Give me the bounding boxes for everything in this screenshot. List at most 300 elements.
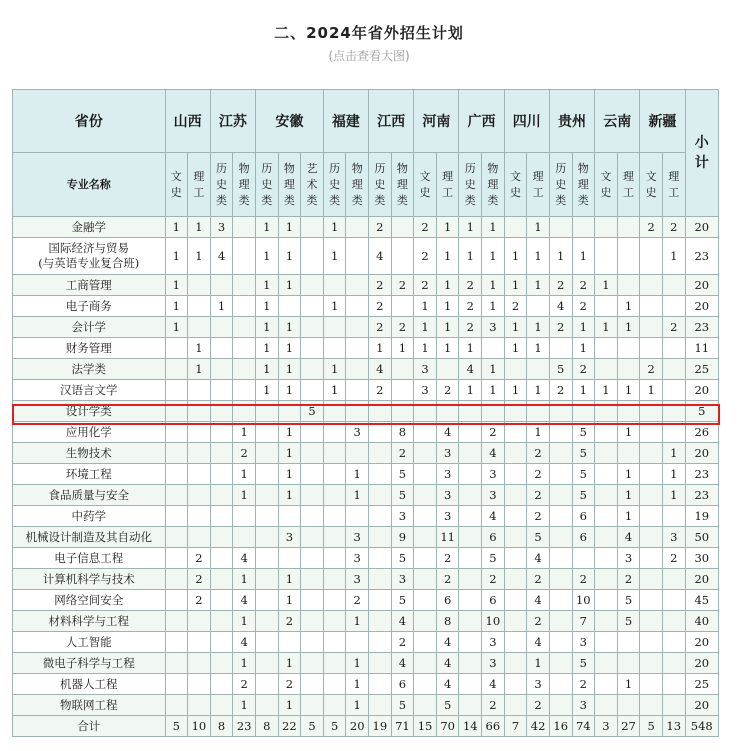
quota-cell: 5 — [572, 464, 595, 485]
quota-cell — [414, 590, 437, 611]
table-row — [13, 401, 719, 422]
quota-cell: 2 — [369, 380, 392, 401]
table-row — [13, 443, 719, 464]
quota-cell: 1 — [459, 380, 482, 401]
quota-cell — [504, 653, 527, 674]
major-name: 设计学类 — [13, 401, 166, 422]
quota-cell — [459, 422, 482, 443]
row-total: 30 — [685, 548, 718, 569]
quota-cell — [617, 359, 640, 380]
quota-cell — [165, 506, 188, 527]
quota-cell — [301, 443, 324, 464]
quota-cell — [662, 338, 685, 359]
quota-cell: 2 — [549, 275, 572, 296]
quota-cell: 2 — [414, 217, 437, 238]
quota-cell — [595, 422, 618, 443]
quota-cell — [617, 632, 640, 653]
quota-cell — [640, 464, 663, 485]
quota-cell: 1 — [369, 338, 392, 359]
quota-cell: 1 — [482, 380, 505, 401]
quota-cell: 1 — [527, 275, 550, 296]
quota-cell — [662, 569, 685, 590]
quota-cell — [504, 611, 527, 632]
quota-cell — [255, 401, 278, 422]
quota-cell — [595, 443, 618, 464]
quota-cell — [527, 296, 550, 317]
quota-cell — [391, 359, 414, 380]
quota-cell: 1 — [188, 217, 211, 238]
row-total: 5 — [685, 401, 718, 422]
row-total: 26 — [685, 422, 718, 443]
quota-cell — [549, 695, 572, 716]
quota-cell: 1 — [278, 569, 301, 590]
quota-cell — [165, 464, 188, 485]
quota-cell — [549, 506, 572, 527]
quota-cell — [188, 485, 211, 506]
quota-cell: 1 — [346, 674, 369, 695]
quota-cell: 2 — [527, 506, 550, 527]
table-row — [13, 422, 719, 443]
quota-cell: 1 — [278, 422, 301, 443]
quota-cell — [662, 632, 685, 653]
quota-cell: 1 — [323, 238, 346, 275]
quota-cell: 1 — [595, 275, 618, 296]
province-header: 四川 — [504, 90, 549, 153]
quota-cell: 4 — [369, 238, 392, 275]
quota-cell — [323, 653, 346, 674]
table-row — [13, 238, 719, 275]
quota-cell — [323, 485, 346, 506]
quota-cell: 1 — [595, 317, 618, 338]
quota-cell: 3 — [482, 485, 505, 506]
quota-cell — [255, 611, 278, 632]
quota-cell — [301, 359, 324, 380]
quota-cell: 1 — [414, 317, 437, 338]
quota-cell — [188, 611, 211, 632]
quota-cell: 4 — [233, 548, 256, 569]
quota-cell — [549, 632, 572, 653]
quota-cell — [662, 653, 685, 674]
quota-cell: 5 — [572, 653, 595, 674]
quota-cell — [301, 548, 324, 569]
quota-cell — [233, 338, 256, 359]
quota-cell — [527, 401, 550, 422]
quota-cell: 6 — [482, 590, 505, 611]
quota-cell: 2 — [391, 317, 414, 338]
province-header: 广西 — [459, 90, 504, 153]
major-name: 电子信息工程 — [13, 548, 166, 569]
quota-cell — [504, 401, 527, 422]
quota-cell: 3 — [527, 674, 550, 695]
quota-cell: 5 — [640, 716, 663, 737]
quota-cell: 2 — [459, 296, 482, 317]
quota-cell: 2 — [527, 569, 550, 590]
table-row — [13, 611, 719, 632]
table-row — [13, 217, 719, 238]
quota-cell — [255, 464, 278, 485]
quota-cell — [640, 695, 663, 716]
quota-cell: 2 — [278, 674, 301, 695]
quota-cell: 1 — [323, 359, 346, 380]
quota-cell — [640, 506, 663, 527]
quota-cell — [459, 527, 482, 548]
major-name: 法学类 — [13, 359, 166, 380]
quota-cell — [278, 632, 301, 653]
quota-cell — [414, 653, 437, 674]
subject-header: 历史类 — [549, 153, 572, 217]
quota-cell — [662, 611, 685, 632]
subject-header: 理工 — [617, 153, 640, 217]
quota-cell: 5 — [549, 359, 572, 380]
subject-header: 物理类 — [391, 153, 414, 217]
quota-cell: 1 — [255, 359, 278, 380]
quota-cell — [436, 359, 459, 380]
quota-cell — [504, 464, 527, 485]
quota-cell — [640, 632, 663, 653]
quota-cell: 1 — [323, 380, 346, 401]
quota-cell — [188, 380, 211, 401]
quota-cell — [165, 569, 188, 590]
quota-cell: 1 — [527, 238, 550, 275]
quota-cell: 1 — [165, 296, 188, 317]
quota-cell — [165, 653, 188, 674]
quota-cell: 4 — [391, 611, 414, 632]
quota-cell — [414, 611, 437, 632]
quota-cell: 2 — [233, 443, 256, 464]
quota-cell: 4 — [436, 674, 459, 695]
quota-cell — [255, 485, 278, 506]
quota-cell — [188, 695, 211, 716]
table-row — [13, 275, 719, 296]
quota-cell — [301, 506, 324, 527]
quota-cell — [595, 464, 618, 485]
quota-cell: 2 — [572, 674, 595, 695]
quota-cell — [504, 422, 527, 443]
quota-cell: 1 — [233, 569, 256, 590]
quota-cell: 1 — [188, 359, 211, 380]
quota-cell — [255, 506, 278, 527]
quota-cell — [459, 464, 482, 485]
quota-cell — [595, 485, 618, 506]
quota-cell — [640, 443, 663, 464]
quota-cell — [323, 422, 346, 443]
major-name: 金融学 — [13, 217, 166, 238]
quota-cell — [640, 674, 663, 695]
row-total: 20 — [685, 380, 718, 401]
quota-cell: 8 — [436, 611, 459, 632]
quota-cell: 1 — [323, 217, 346, 238]
subject-header: 理工 — [188, 153, 211, 217]
table-row — [13, 569, 719, 590]
quota-cell — [346, 317, 369, 338]
quota-cell — [346, 217, 369, 238]
quota-cell: 4 — [482, 674, 505, 695]
quota-cell — [369, 443, 392, 464]
quota-cell — [504, 548, 527, 569]
province-header: 安徽 — [255, 90, 323, 153]
quota-cell: 1 — [255, 275, 278, 296]
quota-cell: 10 — [482, 611, 505, 632]
quota-cell: 1 — [255, 296, 278, 317]
quota-cell: 2 — [527, 443, 550, 464]
quota-cell — [549, 401, 572, 422]
quota-cell — [210, 443, 233, 464]
header-total: 小计 — [685, 90, 718, 217]
quota-cell: 1 — [233, 485, 256, 506]
quota-cell: 1 — [482, 296, 505, 317]
quota-cell — [662, 275, 685, 296]
view-large-image-link[interactable]: (点击查看大图) — [328, 49, 410, 63]
quota-cell — [255, 590, 278, 611]
quota-cell — [323, 632, 346, 653]
row-total: 23 — [685, 238, 718, 275]
quota-cell — [595, 548, 618, 569]
quota-cell: 4 — [391, 653, 414, 674]
row-total: 25 — [685, 674, 718, 695]
quota-cell: 3 — [436, 506, 459, 527]
quota-cell — [414, 485, 437, 506]
row-total: 23 — [685, 464, 718, 485]
quota-cell: 8 — [391, 422, 414, 443]
subject-header: 理工 — [662, 153, 685, 217]
quota-cell: 2 — [662, 317, 685, 338]
quota-cell — [301, 527, 324, 548]
quota-cell: 3 — [617, 548, 640, 569]
table-row — [13, 359, 719, 380]
quota-cell: 1 — [278, 380, 301, 401]
quota-cell — [414, 527, 437, 548]
major-name: 网络空间安全 — [13, 590, 166, 611]
quota-cell — [549, 653, 572, 674]
row-total: 25 — [685, 359, 718, 380]
quota-cell: 1 — [233, 695, 256, 716]
quota-cell — [301, 317, 324, 338]
quota-cell — [210, 380, 233, 401]
quota-cell — [346, 632, 369, 653]
major-name: 机械设计制造及其自动化 — [13, 527, 166, 548]
subject-header: 历史类 — [369, 153, 392, 217]
subject-header: 文史 — [504, 153, 527, 217]
quota-cell: 1 — [482, 359, 505, 380]
quota-cell — [188, 317, 211, 338]
major-name: 微电子科学与工程 — [13, 653, 166, 674]
quota-cell: 4 — [527, 632, 550, 653]
quota-cell: 2 — [527, 464, 550, 485]
quota-cell — [255, 569, 278, 590]
quota-cell: 1 — [436, 217, 459, 238]
quota-cell — [210, 317, 233, 338]
quota-cell: 1 — [572, 238, 595, 275]
quota-cell — [595, 569, 618, 590]
subject-header: 理工 — [527, 153, 550, 217]
quota-cell — [210, 569, 233, 590]
major-name: 财务管理 — [13, 338, 166, 359]
quota-cell — [188, 506, 211, 527]
quota-cell: 1 — [504, 317, 527, 338]
quota-cell: 2 — [572, 569, 595, 590]
quota-cell — [210, 464, 233, 485]
quota-cell: 6 — [572, 527, 595, 548]
quota-cell — [662, 422, 685, 443]
major-name: 人工智能 — [13, 632, 166, 653]
quota-cell — [549, 590, 572, 611]
major-name: 应用化学 — [13, 422, 166, 443]
quota-cell: 1 — [278, 275, 301, 296]
quota-cell: 1 — [572, 380, 595, 401]
quota-cell — [549, 548, 572, 569]
quota-cell — [391, 238, 414, 275]
row-total: 20 — [685, 443, 718, 464]
quota-cell — [165, 611, 188, 632]
quota-cell — [459, 506, 482, 527]
quota-cell — [188, 674, 211, 695]
subject-header: 物理类 — [482, 153, 505, 217]
quota-cell: 1 — [595, 380, 618, 401]
quota-cell: 2 — [549, 380, 572, 401]
quota-cell: 2 — [391, 443, 414, 464]
quota-cell: 27 — [617, 716, 640, 737]
quota-cell: 1 — [346, 611, 369, 632]
quota-cell — [188, 464, 211, 485]
quota-cell: 3 — [346, 569, 369, 590]
quota-cell: 16 — [549, 716, 572, 737]
quota-cell: 1 — [233, 464, 256, 485]
quota-cell: 2 — [278, 611, 301, 632]
quota-cell: 1 — [278, 443, 301, 464]
quota-cell — [595, 653, 618, 674]
subject-header: 理工 — [436, 153, 459, 217]
quota-cell — [346, 401, 369, 422]
major-name: 工商管理 — [13, 275, 166, 296]
row-total: 20 — [685, 569, 718, 590]
quota-cell — [414, 443, 437, 464]
header-major: 专业名称 — [13, 153, 166, 217]
quota-cell: 6 — [572, 506, 595, 527]
quota-cell — [640, 238, 663, 275]
quota-cell — [369, 590, 392, 611]
quota-cell — [504, 485, 527, 506]
subject-header: 历史类 — [255, 153, 278, 217]
quota-cell — [640, 401, 663, 422]
quota-cell — [640, 317, 663, 338]
subject-header: 物理类 — [278, 153, 301, 217]
quota-cell — [323, 569, 346, 590]
quota-cell — [233, 217, 256, 238]
quota-cell: 3 — [414, 359, 437, 380]
quota-cell — [369, 464, 392, 485]
quota-cell — [301, 217, 324, 238]
quota-cell — [210, 653, 233, 674]
quota-cell: 66 — [482, 716, 505, 737]
quota-cell: 71 — [391, 716, 414, 737]
quota-cell — [504, 695, 527, 716]
quota-cell — [278, 296, 301, 317]
quota-cell — [165, 590, 188, 611]
quota-cell — [255, 674, 278, 695]
province-header: 江苏 — [210, 90, 255, 153]
quota-cell — [459, 590, 482, 611]
quota-cell — [549, 569, 572, 590]
quota-cell — [255, 443, 278, 464]
table-row — [13, 653, 719, 674]
row-total: 20 — [685, 275, 718, 296]
quota-cell: 1 — [504, 338, 527, 359]
row-total: 40 — [685, 611, 718, 632]
quota-cell — [640, 296, 663, 317]
quota-cell: 2 — [436, 548, 459, 569]
quota-cell: 1 — [165, 317, 188, 338]
quota-cell — [549, 217, 572, 238]
quota-cell — [301, 464, 324, 485]
quota-cell — [346, 506, 369, 527]
enrollment-plan-table — [12, 89, 719, 737]
major-name: 材料科学与工程 — [13, 611, 166, 632]
row-total: 23 — [685, 485, 718, 506]
quota-cell: 2 — [640, 359, 663, 380]
quota-cell: 1 — [527, 422, 550, 443]
quota-cell: 1 — [278, 359, 301, 380]
table-row — [13, 506, 719, 527]
quota-cell: 1 — [278, 338, 301, 359]
quota-cell — [323, 443, 346, 464]
quota-cell: 23 — [233, 716, 256, 737]
quota-cell: 2 — [572, 296, 595, 317]
quota-cell — [549, 422, 572, 443]
quota-cell — [549, 674, 572, 695]
quota-cell: 1 — [617, 485, 640, 506]
quota-cell — [617, 338, 640, 359]
quota-cell: 2 — [572, 359, 595, 380]
quota-cell — [662, 401, 685, 422]
quota-cell: 3 — [572, 695, 595, 716]
major-name: 食品质量与安全 — [13, 485, 166, 506]
quota-cell — [527, 359, 550, 380]
quota-cell — [640, 527, 663, 548]
quota-cell: 1 — [459, 217, 482, 238]
quota-cell — [504, 674, 527, 695]
province-header: 云南 — [595, 90, 640, 153]
quota-cell: 5 — [391, 548, 414, 569]
quota-cell: 1 — [617, 380, 640, 401]
quota-cell — [346, 296, 369, 317]
quota-cell: 5 — [572, 443, 595, 464]
quota-cell: 3 — [482, 653, 505, 674]
quota-cell — [301, 422, 324, 443]
quota-cell — [233, 380, 256, 401]
quota-cell: 3 — [482, 317, 505, 338]
quota-cell: 2 — [662, 548, 685, 569]
row-total: 23 — [685, 317, 718, 338]
major-name: 计算机科学与技术 — [13, 569, 166, 590]
quota-cell: 2 — [482, 695, 505, 716]
quota-cell — [414, 674, 437, 695]
quota-cell: 1 — [414, 338, 437, 359]
subject-header: 历史类 — [459, 153, 482, 217]
major-name: 物联网工程 — [13, 695, 166, 716]
quota-cell: 2 — [391, 632, 414, 653]
quota-cell: 4 — [549, 296, 572, 317]
quota-cell — [369, 653, 392, 674]
quota-cell — [165, 485, 188, 506]
table-row — [13, 548, 719, 569]
quota-cell: 2 — [459, 317, 482, 338]
quota-cell — [617, 275, 640, 296]
quota-cell — [572, 217, 595, 238]
quota-cell — [662, 695, 685, 716]
quota-cell: 4 — [436, 653, 459, 674]
quota-cell: 2 — [662, 217, 685, 238]
quota-cell: 1 — [391, 338, 414, 359]
